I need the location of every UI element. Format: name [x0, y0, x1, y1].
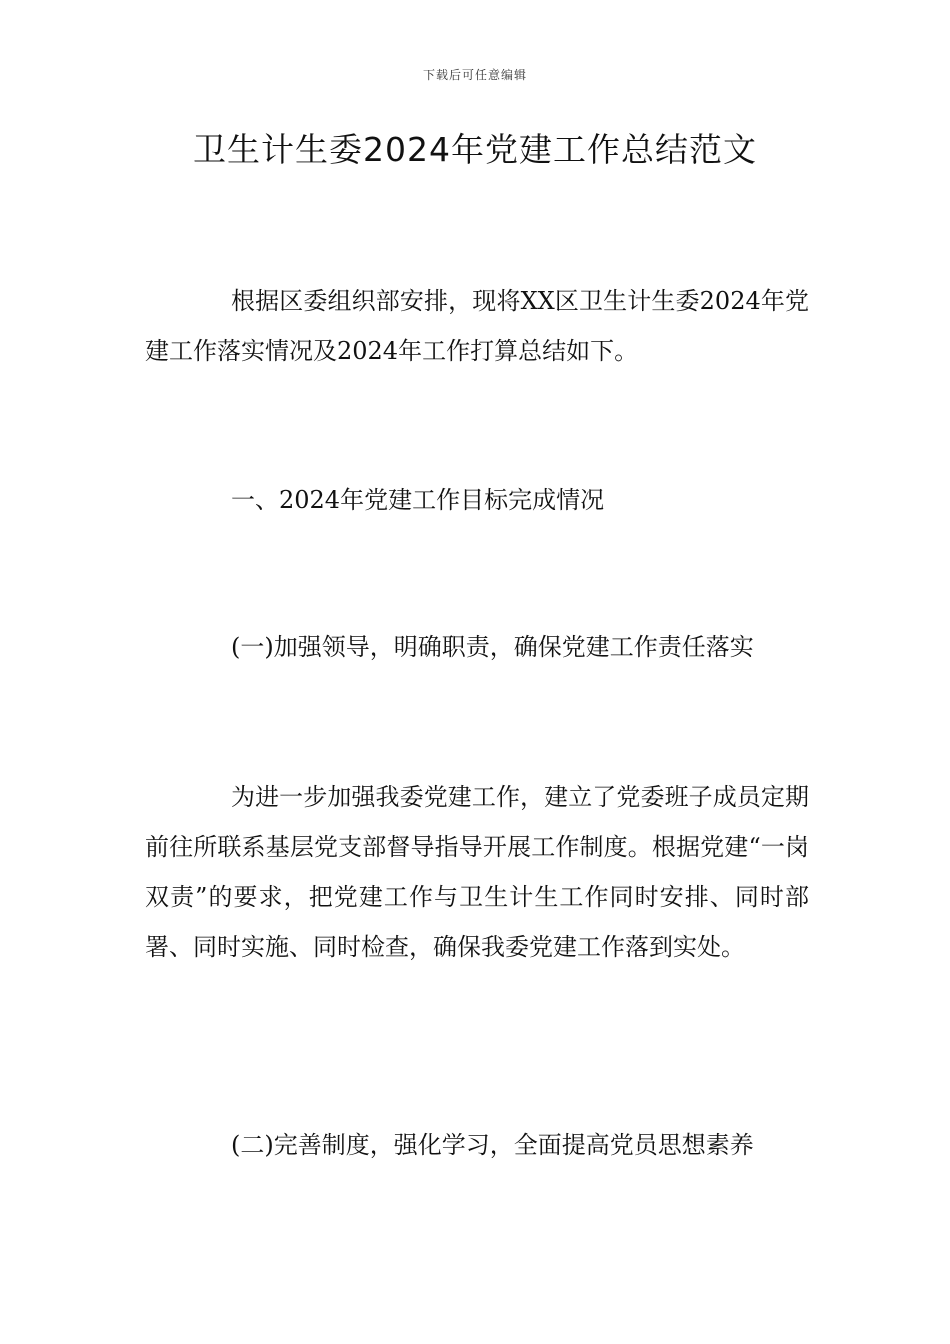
document-title: 卫生计生委2024年党建工作总结范文	[193, 130, 757, 169]
subsection-heading-1: (一)加强领导，明确职责，确保党建工作责任落实	[231, 633, 754, 661]
subsection-heading-2: (二)完善制度，强化学习，全面提高党员思想素养	[231, 1131, 754, 1159]
body-paragraph-1: 为进一步加强我委党建工作，建立了党委班子成员定期前往所联系基层党支部督导指导开展工作制度。根据党建“一岗双责”的要求，把党建工作与卫生计生工作同时安排、同时部署、同时实施、同时检查，确保我委党建工作落到实处。	[145, 783, 809, 961]
section-heading-1: 一、2024年党建工作目标完成情况	[231, 486, 605, 514]
intro-paragraph: 根据区委组织部安排，现将XX区卫生计生委2024年党建工作落实情况及2024年工作打算总结如下。	[145, 287, 809, 365]
header-note: 下载后可任意编辑	[422, 68, 527, 82]
